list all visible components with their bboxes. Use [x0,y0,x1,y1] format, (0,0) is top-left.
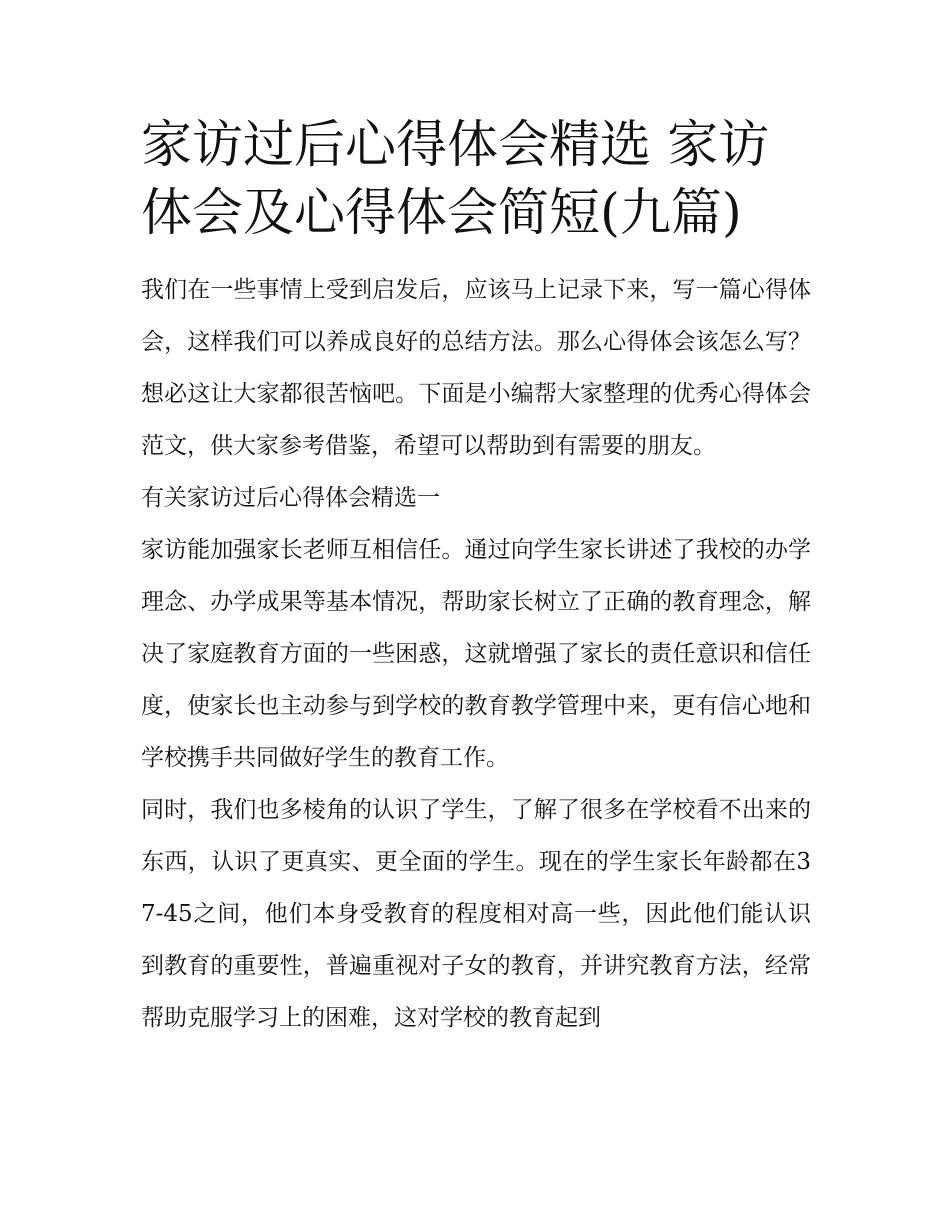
section-heading: 有关家访过后心得体会精选一 [141,485,440,511]
body-paragraph: 同时，我们也多棱角的认识了学生，了解了很多在学校看不出来的东西，认识了更真实、更全面的学生。现在的学生家长年龄都在37-45之间，他们本身受教育的程度相对高一些，因此他们能认识到教育的重要性，普遍重视对子女的教育，并讲究教育方法，经常帮助克服学习上的困难，这对学校的教育起到 [141,797,811,1031]
body-paragraph: 家访能加强家长老师互相信任。通过向学生家长讲述了我校的办学理念、办学成果等基本情况，帮助家长树立了正确的教育理念，解决了家庭教育方面的一些困惑，这就增强了家长的责任意识和信任度，使家长也主动参与到学校的教育教学管理中来，更有信心地和学校携手共同做好学生的教育工作。 [141,537,811,771]
intro-paragraph: 我们在一些事情上受到启发后，应该马上记录下来，写一篇心得体会，这样我们可以养成良好的总结方法。那么心得体会该怎么写？想必这让大家都很苦恼吧。下面是小编帮大家整理的优秀心得体会范文，供大家参考借鉴，希望可以帮助到有需要的朋友。 [141,277,811,459]
document-body [141,264,811,1044]
document-content [141,112,811,1044]
document-title: 家访过后心得体会精选 家访体会及心得体会简短(九篇) [141,116,770,243]
